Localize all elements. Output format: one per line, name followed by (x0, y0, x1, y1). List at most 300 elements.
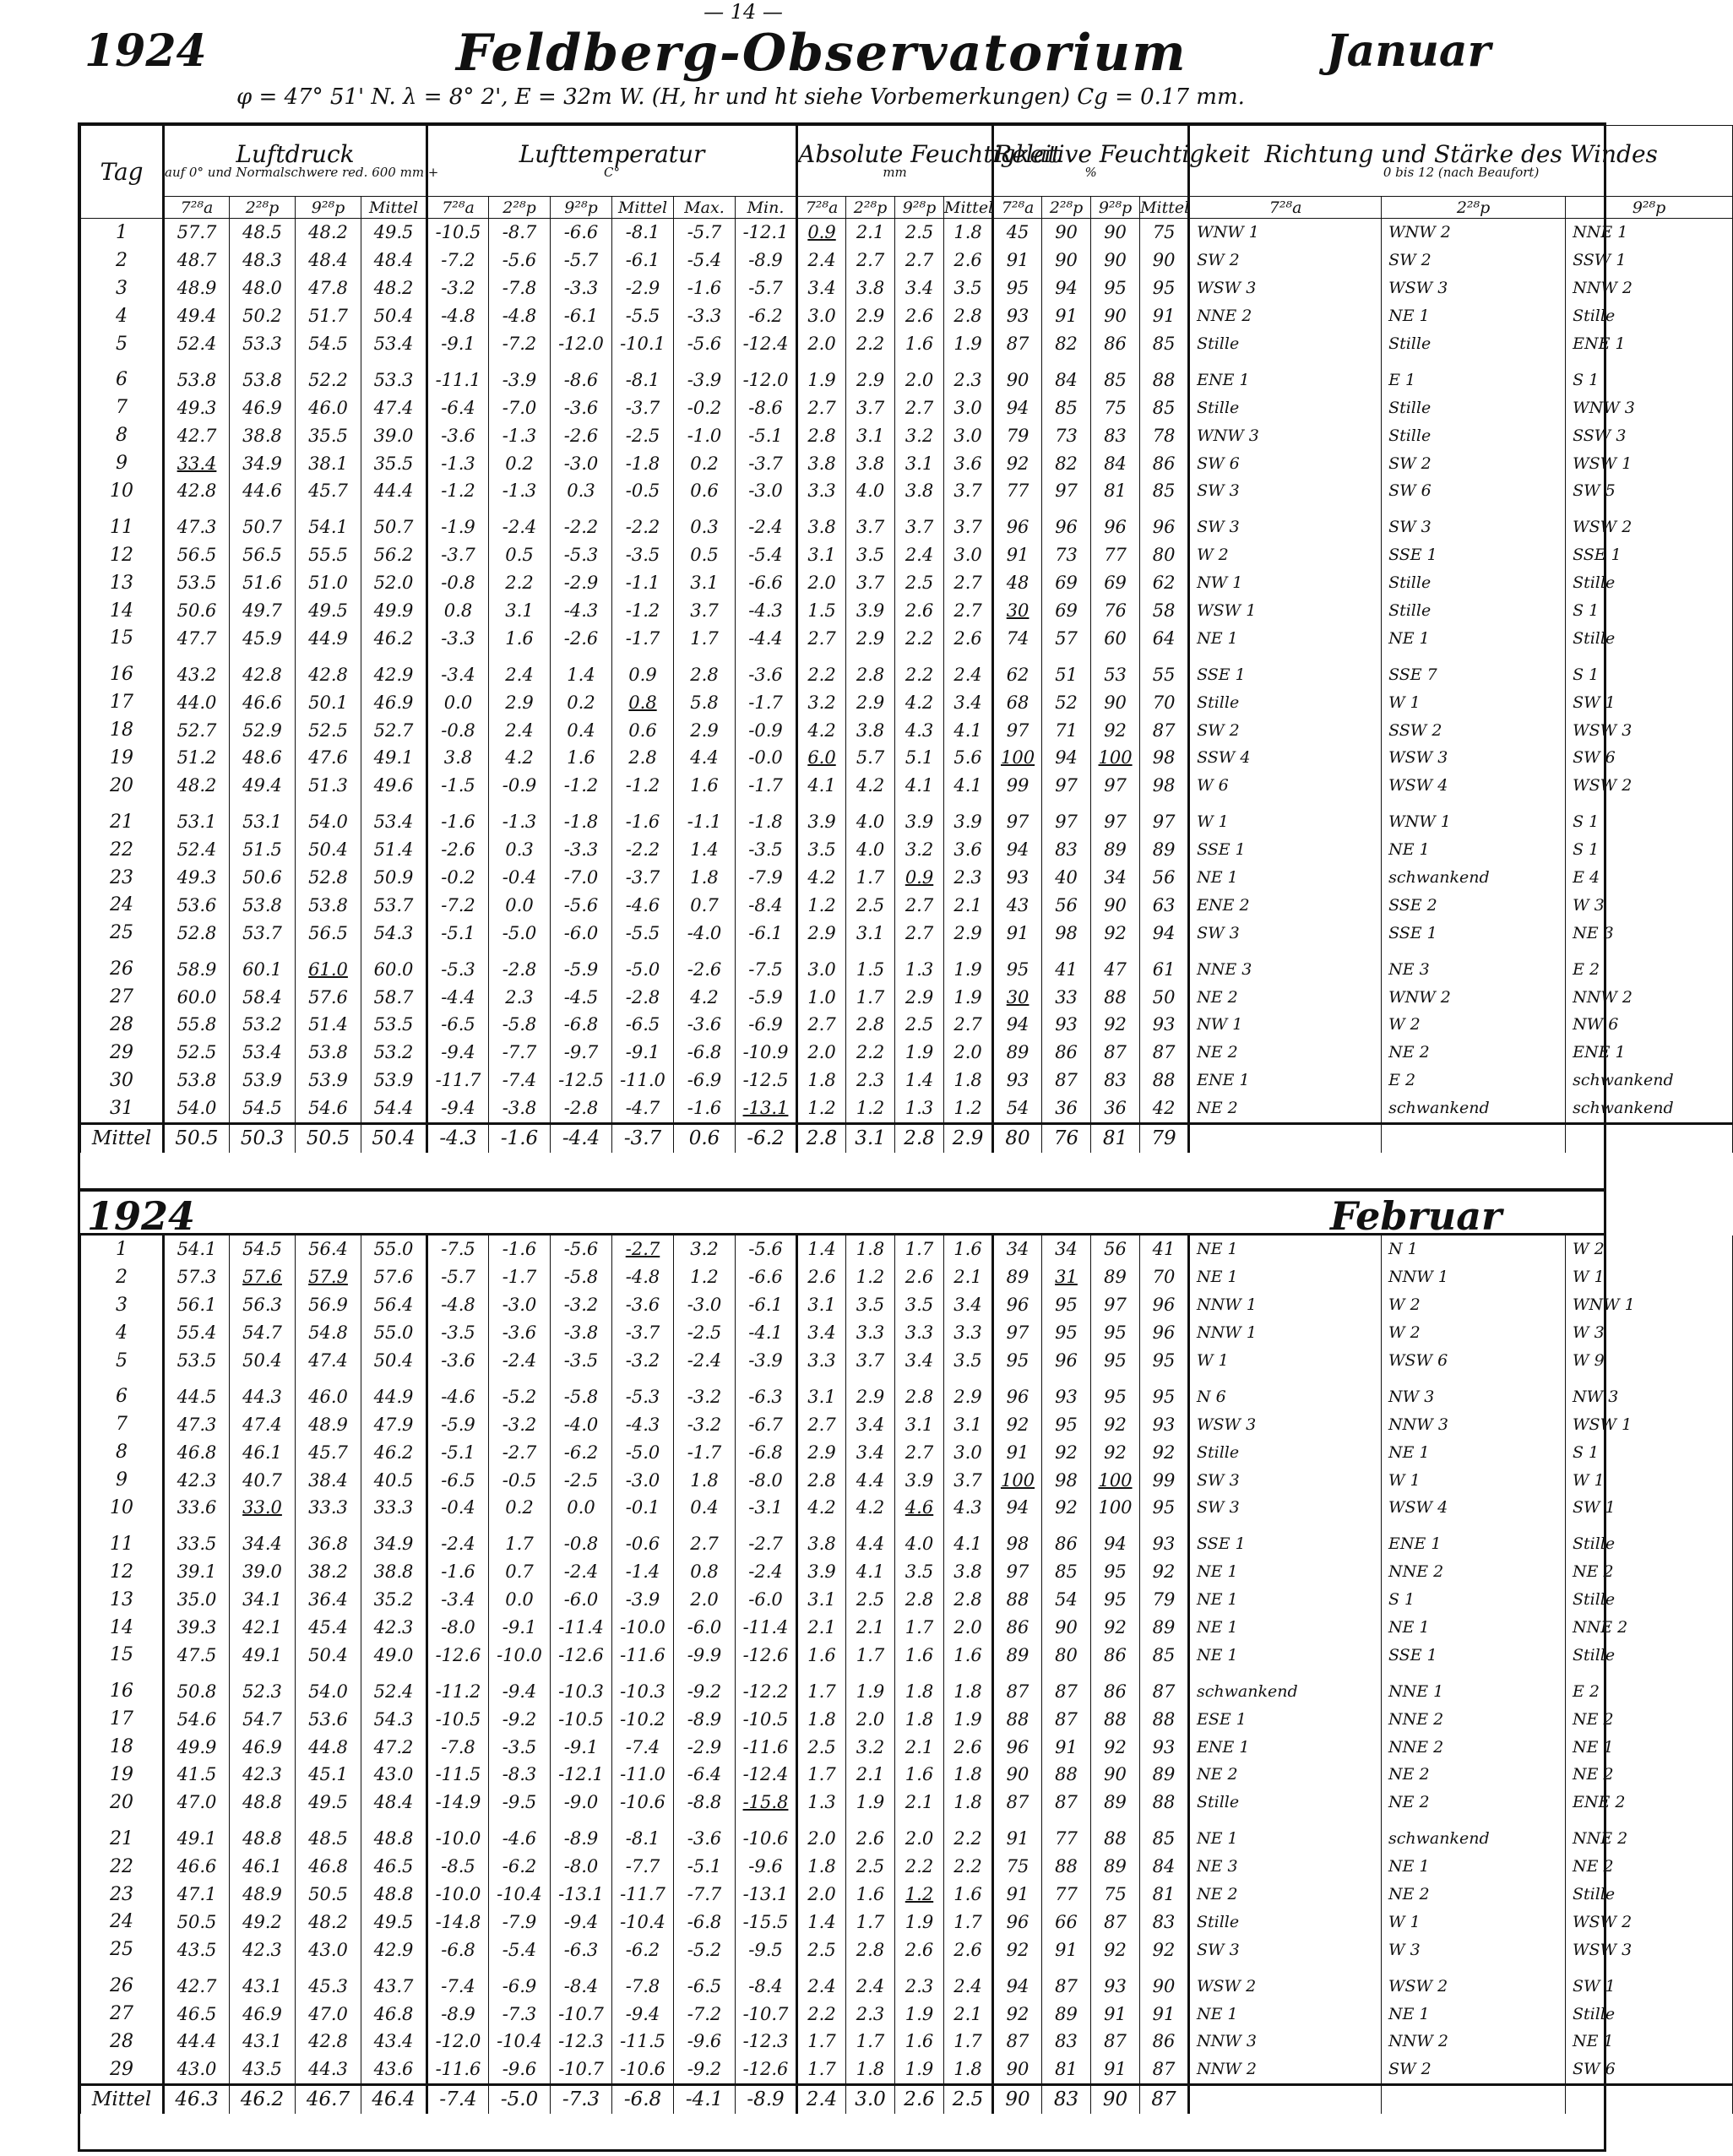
data-cell: 54.5 (230, 1094, 296, 1123)
data-cell: -4.0 (674, 919, 736, 947)
day-cell: 20 (81, 1789, 164, 1817)
data-cell: -6.2 (612, 1936, 674, 1963)
day-cell: 27 (81, 983, 164, 1011)
data-cell: 33 (1042, 983, 1091, 1011)
data-cell: -1.6 (612, 800, 674, 836)
data-cell: S 1 (1566, 652, 1733, 688)
data-cell: 0.0 (489, 1586, 551, 1614)
data-cell: 0.9 (895, 864, 944, 892)
data-cell: -2.4 (736, 1558, 797, 1586)
data-cell: -3.4 (427, 652, 489, 688)
data-cell: 0.2 (489, 1494, 551, 1522)
data-cell: WSW 3 (1382, 744, 1566, 772)
data-cell: 52.0 (361, 569, 427, 597)
data-cell: 48.9 (296, 1410, 361, 1438)
data-cell: -9.4 (427, 1094, 489, 1123)
data-cell: 86 (993, 1614, 1042, 1642)
data-cell: 49.5 (361, 219, 427, 247)
data-cell: NE 2 (1382, 1881, 1566, 1909)
data-cell: 3.8 (797, 1522, 846, 1558)
data-cell: -3.2 (674, 1374, 736, 1410)
data-cell: 2.0 (895, 1817, 944, 1853)
data-cell: 2.7 (895, 1438, 944, 1466)
data-cell: -9.2 (489, 1705, 551, 1733)
data-cell: 46.8 (164, 1438, 230, 1466)
data-cell: -6.0 (551, 919, 612, 947)
data-cell: 46.2 (361, 1438, 427, 1466)
data-cell: 88 (1091, 1705, 1140, 1733)
data-cell: 87 (1140, 716, 1189, 744)
data-cell: 86 (1042, 1039, 1091, 1067)
data-cell: 1.9 (846, 1669, 895, 1705)
data-cell: 3.3 (895, 1319, 944, 1347)
table-row (81, 1614, 1733, 1642)
data-cell: schwankend (1382, 1094, 1566, 1123)
data-cell: 71 (1042, 716, 1091, 744)
data-cell: 38.8 (230, 421, 296, 449)
data-cell: -4.4 (736, 624, 797, 652)
data-cell (1189, 1123, 1382, 1152)
data-cell: SW 3 (1382, 505, 1566, 541)
data-cell: -2.6 (551, 421, 612, 449)
data-cell: -7.2 (674, 2000, 736, 2028)
data-cell: 48.8 (230, 1789, 296, 1817)
data-cell: -4.6 (612, 891, 674, 919)
data-cell: -0.1 (612, 1494, 674, 1522)
data-cell: 46.9 (230, 394, 296, 421)
data-cell: -8.4 (736, 891, 797, 919)
data-cell: 48.9 (164, 274, 230, 302)
data-cell: 91 (1042, 302, 1091, 330)
data-cell: -1.7 (736, 772, 797, 800)
data-cell: NE 2 (1189, 1094, 1382, 1123)
data-cell: 54.0 (164, 1094, 230, 1123)
data-cell: -6.6 (736, 1263, 797, 1291)
data-cell: 47.4 (230, 1410, 296, 1438)
data-cell: 2.4 (846, 1963, 895, 2000)
data-cell: 1.7 (944, 2028, 993, 2056)
data-cell: 47.8 (296, 274, 361, 302)
data-cell: 3.8 (846, 449, 895, 477)
data-cell: WSW 4 (1382, 772, 1566, 800)
data-cell: 83 (1091, 1067, 1140, 1094)
data-cell: -5.1 (427, 919, 489, 947)
data-cell: 95 (1091, 1319, 1140, 1347)
table-row (81, 1705, 1733, 1733)
data-cell: 2.0 (944, 1614, 993, 1642)
data-cell: 0.0 (427, 688, 489, 716)
data-cell: WNW 3 (1566, 394, 1733, 421)
data-cell: -3.6 (427, 421, 489, 449)
table-row (81, 302, 1733, 330)
data-cell: 95 (1140, 1494, 1189, 1522)
data-cell: 91 (1042, 1936, 1091, 1963)
data-cell: 2.4 (489, 652, 551, 688)
table-row (81, 947, 1733, 983)
day-cell: 17 (81, 1705, 164, 1733)
data-cell: 94 (993, 836, 1042, 864)
data-cell: 98 (1140, 772, 1189, 800)
data-cell: S 1 (1382, 1586, 1566, 1614)
data-cell: 1.7 (846, 2028, 895, 2056)
table-row (81, 2000, 1733, 2028)
data-cell: 3.7 (895, 505, 944, 541)
data-cell: 2.5 (846, 1853, 895, 1881)
data-cell: 58.4 (230, 983, 296, 1011)
data-cell: 1.7 (895, 1235, 944, 1263)
data-cell: schwankend (1382, 864, 1566, 892)
data-cell: -7.3 (489, 2000, 551, 2028)
data-cell: -3.0 (674, 1291, 736, 1319)
data-cell: 57.3 (164, 1263, 230, 1291)
data-cell: E 2 (1566, 947, 1733, 983)
data-cell: 48.4 (361, 1789, 427, 1817)
februar-month-title: Februar (1330, 1193, 1502, 1239)
data-cell: 3.5 (895, 1558, 944, 1586)
data-cell: 34 (1042, 1235, 1091, 1263)
data-cell: 39.0 (361, 421, 427, 449)
data-cell: 43.7 (361, 1963, 427, 2000)
data-cell: WSW 4 (1382, 1494, 1566, 1522)
data-cell: 2.6 (895, 2084, 944, 2113)
data-cell: 49.1 (164, 1817, 230, 1853)
data-cell: 87 (1140, 1669, 1189, 1705)
data-cell: NE 1 (1382, 2000, 1566, 2028)
data-cell: -9.6 (674, 2028, 736, 2056)
data-cell: -12.6 (736, 1641, 797, 1669)
data-cell: 39.3 (164, 1614, 230, 1642)
data-cell: NE 2 (1189, 1881, 1382, 1909)
day-cell: 14 (81, 597, 164, 625)
data-cell: -1.6 (674, 1094, 736, 1123)
data-cell: 52.7 (361, 716, 427, 744)
data-cell: NE 2 (1189, 1039, 1382, 1067)
data-cell: -6.2 (551, 1438, 612, 1466)
data-cell: 51.0 (296, 569, 361, 597)
data-cell: 42.7 (164, 421, 230, 449)
data-cell: 90 (1042, 247, 1091, 274)
data-cell: 2.6 (846, 1817, 895, 1853)
data-cell: 49.9 (164, 1733, 230, 1761)
data-cell: NE 3 (1566, 919, 1733, 947)
data-cell: 42.8 (230, 652, 296, 688)
rel-feuchte-label: Relative Feuchtigkeit (994, 139, 1250, 168)
data-cell: NE 1 (1189, 1586, 1382, 1614)
data-cell: 52.8 (296, 864, 361, 892)
data-cell: 2.8 (674, 652, 736, 688)
data-cell: -2.6 (551, 624, 612, 652)
data-cell: 97 (993, 1319, 1042, 1347)
data-cell: NNE 2 (1382, 1705, 1566, 1733)
data-cell: 56.5 (164, 541, 230, 569)
data-cell: 4.1 (944, 1522, 993, 1558)
data-cell: 3.8 (895, 477, 944, 505)
data-cell: 50.1 (296, 688, 361, 716)
data-cell: 3.2 (846, 1733, 895, 1761)
data-cell: 1.8 (944, 219, 993, 247)
data-cell: ENE 1 (1189, 357, 1382, 394)
data-cell: 91 (1091, 2056, 1140, 2084)
data-cell: WSW 6 (1382, 1347, 1566, 1375)
data-cell: 49.1 (230, 1641, 296, 1669)
data-cell: 79 (993, 421, 1042, 449)
data-cell: 2.4 (895, 541, 944, 569)
data-cell: 45.4 (296, 1614, 361, 1642)
table-row (81, 1963, 1733, 2000)
data-cell: 56.4 (361, 1291, 427, 1319)
data-cell: 81 (1091, 1123, 1140, 1152)
data-cell: 84 (1140, 1853, 1189, 1881)
sub-header-t9: 9²⁸p (1566, 197, 1733, 219)
data-cell: -5.3 (612, 1374, 674, 1410)
data-cell: 57.6 (361, 1263, 427, 1291)
data-cell: 89 (1091, 1853, 1140, 1881)
data-cell: 0.4 (674, 1494, 736, 1522)
data-cell: 90 (1091, 2084, 1140, 2113)
data-cell: 2.5 (797, 1936, 846, 1963)
data-cell: NNW 1 (1189, 1319, 1382, 1347)
data-cell: 3.5 (846, 541, 895, 569)
data-cell: NE 3 (1189, 1853, 1382, 1881)
data-cell: 54.6 (296, 1094, 361, 1123)
data-cell: 89 (1140, 836, 1189, 864)
data-cell: S 1 (1566, 1438, 1733, 1466)
data-cell: NE 2 (1382, 1039, 1566, 1067)
table-row (81, 1094, 1733, 1123)
data-cell: -7.8 (427, 1733, 489, 1761)
day-cell: 11 (81, 505, 164, 541)
data-cell: 81 (1042, 2056, 1091, 2084)
data-cell: 49.9 (361, 597, 427, 625)
data-cell: 77 (1042, 1817, 1091, 1853)
data-cell: 2.4 (489, 716, 551, 744)
data-cell: 56.9 (296, 1291, 361, 1319)
data-cell: -9.6 (489, 2056, 551, 2084)
data-cell: 92 (993, 1936, 1042, 1963)
data-cell: 44.4 (164, 2028, 230, 2056)
data-cell: 0.2 (674, 449, 736, 477)
data-cell: -1.8 (612, 449, 674, 477)
day-cell: 24 (81, 1908, 164, 1936)
data-cell: 50.7 (361, 505, 427, 541)
data-cell: 43.1 (230, 1963, 296, 2000)
data-cell: 53 (1091, 652, 1140, 688)
data-cell: 51.7 (296, 302, 361, 330)
data-cell: 49.6 (361, 772, 427, 800)
data-cell: -6.0 (674, 1614, 736, 1642)
data-cell: 87 (1042, 1789, 1091, 1817)
table-row (81, 274, 1733, 302)
data-cell: 2.5 (944, 2084, 993, 2113)
data-cell: 39.1 (164, 1558, 230, 1586)
data-cell: -10.4 (489, 1881, 551, 1909)
data-cell: 2.3 (944, 357, 993, 394)
day-cell: 15 (81, 624, 164, 652)
data-cell: 48 (993, 569, 1042, 597)
data-cell: -11.0 (612, 1761, 674, 1789)
data-cell: -10.7 (551, 2056, 612, 2084)
data-cell: 89 (993, 1263, 1042, 1291)
data-cell: NNW 1 (1382, 1263, 1566, 1291)
table-row (81, 330, 1733, 358)
data-cell: 0.2 (551, 688, 612, 716)
data-cell: 4.2 (797, 716, 846, 744)
data-cell: -2.4 (489, 505, 551, 541)
data-cell: 2.0 (797, 1881, 846, 1909)
data-cell: 97 (1091, 772, 1140, 800)
data-cell: WSW 2 (1189, 1963, 1382, 2000)
data-cell: 3.8 (846, 274, 895, 302)
data-cell: -7.4 (427, 2084, 489, 2113)
data-cell: 97 (1042, 772, 1091, 800)
data-cell: -3.3 (674, 302, 736, 330)
data-cell: 50.6 (230, 864, 296, 892)
data-cell: 48.3 (230, 247, 296, 274)
day-cell: 5 (81, 1347, 164, 1375)
data-cell: NNE 2 (1382, 1558, 1566, 1586)
data-cell: 62 (993, 652, 1042, 688)
data-cell: SSE 1 (1382, 919, 1566, 947)
data-cell: 56.1 (164, 1291, 230, 1319)
data-cell: 99 (1140, 1466, 1189, 1494)
data-cell: -5.7 (427, 1263, 489, 1291)
data-cell: -11.2 (427, 1669, 489, 1705)
data-cell: -0.5 (489, 1466, 551, 1494)
table-row (81, 1908, 1733, 1936)
data-cell: NE 2 (1382, 1789, 1566, 1817)
data-cell: SW 2 (1382, 449, 1566, 477)
data-cell: -5.8 (551, 1374, 612, 1410)
data-cell: 2.6 (895, 302, 944, 330)
data-cell: -10.7 (736, 2000, 797, 2028)
data-cell: -7.7 (489, 1039, 551, 1067)
table-row (81, 688, 1733, 716)
data-cell: 91 (993, 1438, 1042, 1466)
data-cell: 4.1 (944, 716, 993, 744)
data-cell: 94 (993, 1011, 1042, 1039)
data-cell: 48.2 (296, 219, 361, 247)
station-coordinates: φ = 47° 51' N. λ = 8° 2', E = 32m W. (H, hr und ht siehe Vorbemerkungen) Cg = 0.17 mm. (236, 84, 1245, 110)
data-cell: 3.0 (944, 421, 993, 449)
data-cell: -10.0 (612, 1614, 674, 1642)
data-cell: WNW 2 (1382, 219, 1566, 247)
table-row (81, 1494, 1733, 1522)
table-row (81, 247, 1733, 274)
data-cell: -4.6 (427, 1374, 489, 1410)
data-cell: SSE 1 (1382, 541, 1566, 569)
data-cell: SSE 2 (1382, 891, 1566, 919)
data-cell: 54 (1042, 1586, 1091, 1614)
day-cell: 4 (81, 1319, 164, 1347)
data-cell: 83 (1140, 1908, 1189, 1936)
data-cell: -6.1 (736, 1291, 797, 1319)
data-cell: 3.2 (895, 836, 944, 864)
data-cell: 2.6 (895, 1263, 944, 1291)
data-cell: 89 (1091, 1263, 1140, 1291)
data-cell: 95 (1091, 1347, 1140, 1375)
data-cell: E 4 (1566, 864, 1733, 892)
data-cell: 1.8 (944, 1669, 993, 1705)
data-cell: NW 3 (1566, 1374, 1733, 1410)
data-cell: 97 (1091, 1291, 1140, 1319)
data-cell: Stille (1189, 394, 1382, 421)
data-cell: -4.4 (427, 983, 489, 1011)
data-cell: -8.6 (551, 357, 612, 394)
day-cell: 5 (81, 330, 164, 358)
data-cell: 52.3 (230, 1669, 296, 1705)
data-cell: 88 (993, 1586, 1042, 1614)
data-cell: 50.4 (230, 1347, 296, 1375)
lufttemperatur-unit: C° (604, 164, 620, 180)
table-row (81, 1558, 1733, 1586)
data-cell: 2.0 (895, 357, 944, 394)
day-cell: 6 (81, 1374, 164, 1410)
data-cell: 2.7 (895, 247, 944, 274)
data-cell: S 1 (1566, 836, 1733, 864)
data-cell: -5.9 (736, 983, 797, 1011)
data-cell: NNE 2 (1382, 1733, 1566, 1761)
data-cell: -11.6 (612, 1641, 674, 1669)
data-cell: 47 (1091, 947, 1140, 983)
data-cell: -7.4 (489, 1067, 551, 1094)
data-cell: -1.8 (551, 800, 612, 836)
data-cell: -1.6 (427, 800, 489, 836)
data-cell: 2.7 (797, 394, 846, 421)
data-cell: 44.6 (230, 477, 296, 505)
data-cell: W 6 (1189, 772, 1382, 800)
data-cell: -12.0 (551, 330, 612, 358)
sub-header-t2: 2²⁸p (230, 197, 296, 219)
day-cell: 12 (81, 1558, 164, 1586)
data-cell: W 1 (1189, 800, 1382, 836)
data-cell: 53.2 (361, 1039, 427, 1067)
data-cell: 1.5 (797, 597, 846, 625)
data-cell: 87 (993, 1669, 1042, 1705)
data-cell: -2.4 (489, 1347, 551, 1375)
data-cell: 93 (1140, 1733, 1189, 1761)
data-cell: 3.4 (895, 1347, 944, 1375)
data-cell: 54.1 (164, 1235, 230, 1263)
day-cell: 7 (81, 1410, 164, 1438)
data-cell: 33.4 (164, 449, 230, 477)
data-cell: 92 (993, 2000, 1042, 2028)
data-cell: -10.4 (489, 2028, 551, 2056)
data-cell: 2.8 (944, 302, 993, 330)
data-cell: 100 (993, 1466, 1042, 1494)
data-cell: 43 (993, 891, 1042, 919)
data-cell: -7.2 (427, 247, 489, 274)
data-cell: -5.8 (551, 1263, 612, 1291)
data-cell: ENE 2 (1566, 1789, 1733, 1817)
data-cell: -8.9 (736, 247, 797, 274)
day-cell: 27 (81, 2000, 164, 2028)
data-cell: 88 (1140, 1067, 1189, 1094)
data-cell: -5.7 (736, 274, 797, 302)
data-cell: -11.5 (427, 1761, 489, 1789)
data-cell: 66 (1042, 1908, 1091, 1936)
data-cell: -3.5 (612, 541, 674, 569)
data-cell: 2.9 (846, 302, 895, 330)
data-cell: 1.6 (944, 1235, 993, 1263)
data-cell: 34 (1091, 864, 1140, 892)
data-cell: NNW 3 (1189, 2028, 1382, 2056)
data-cell: 53.6 (164, 891, 230, 919)
data-cell: 70 (1140, 688, 1189, 716)
data-cell: 2.3 (895, 1963, 944, 2000)
data-cell: 94 (993, 1494, 1042, 1522)
data-cell: 79 (1140, 1123, 1189, 1152)
data-cell: 2.8 (846, 652, 895, 688)
